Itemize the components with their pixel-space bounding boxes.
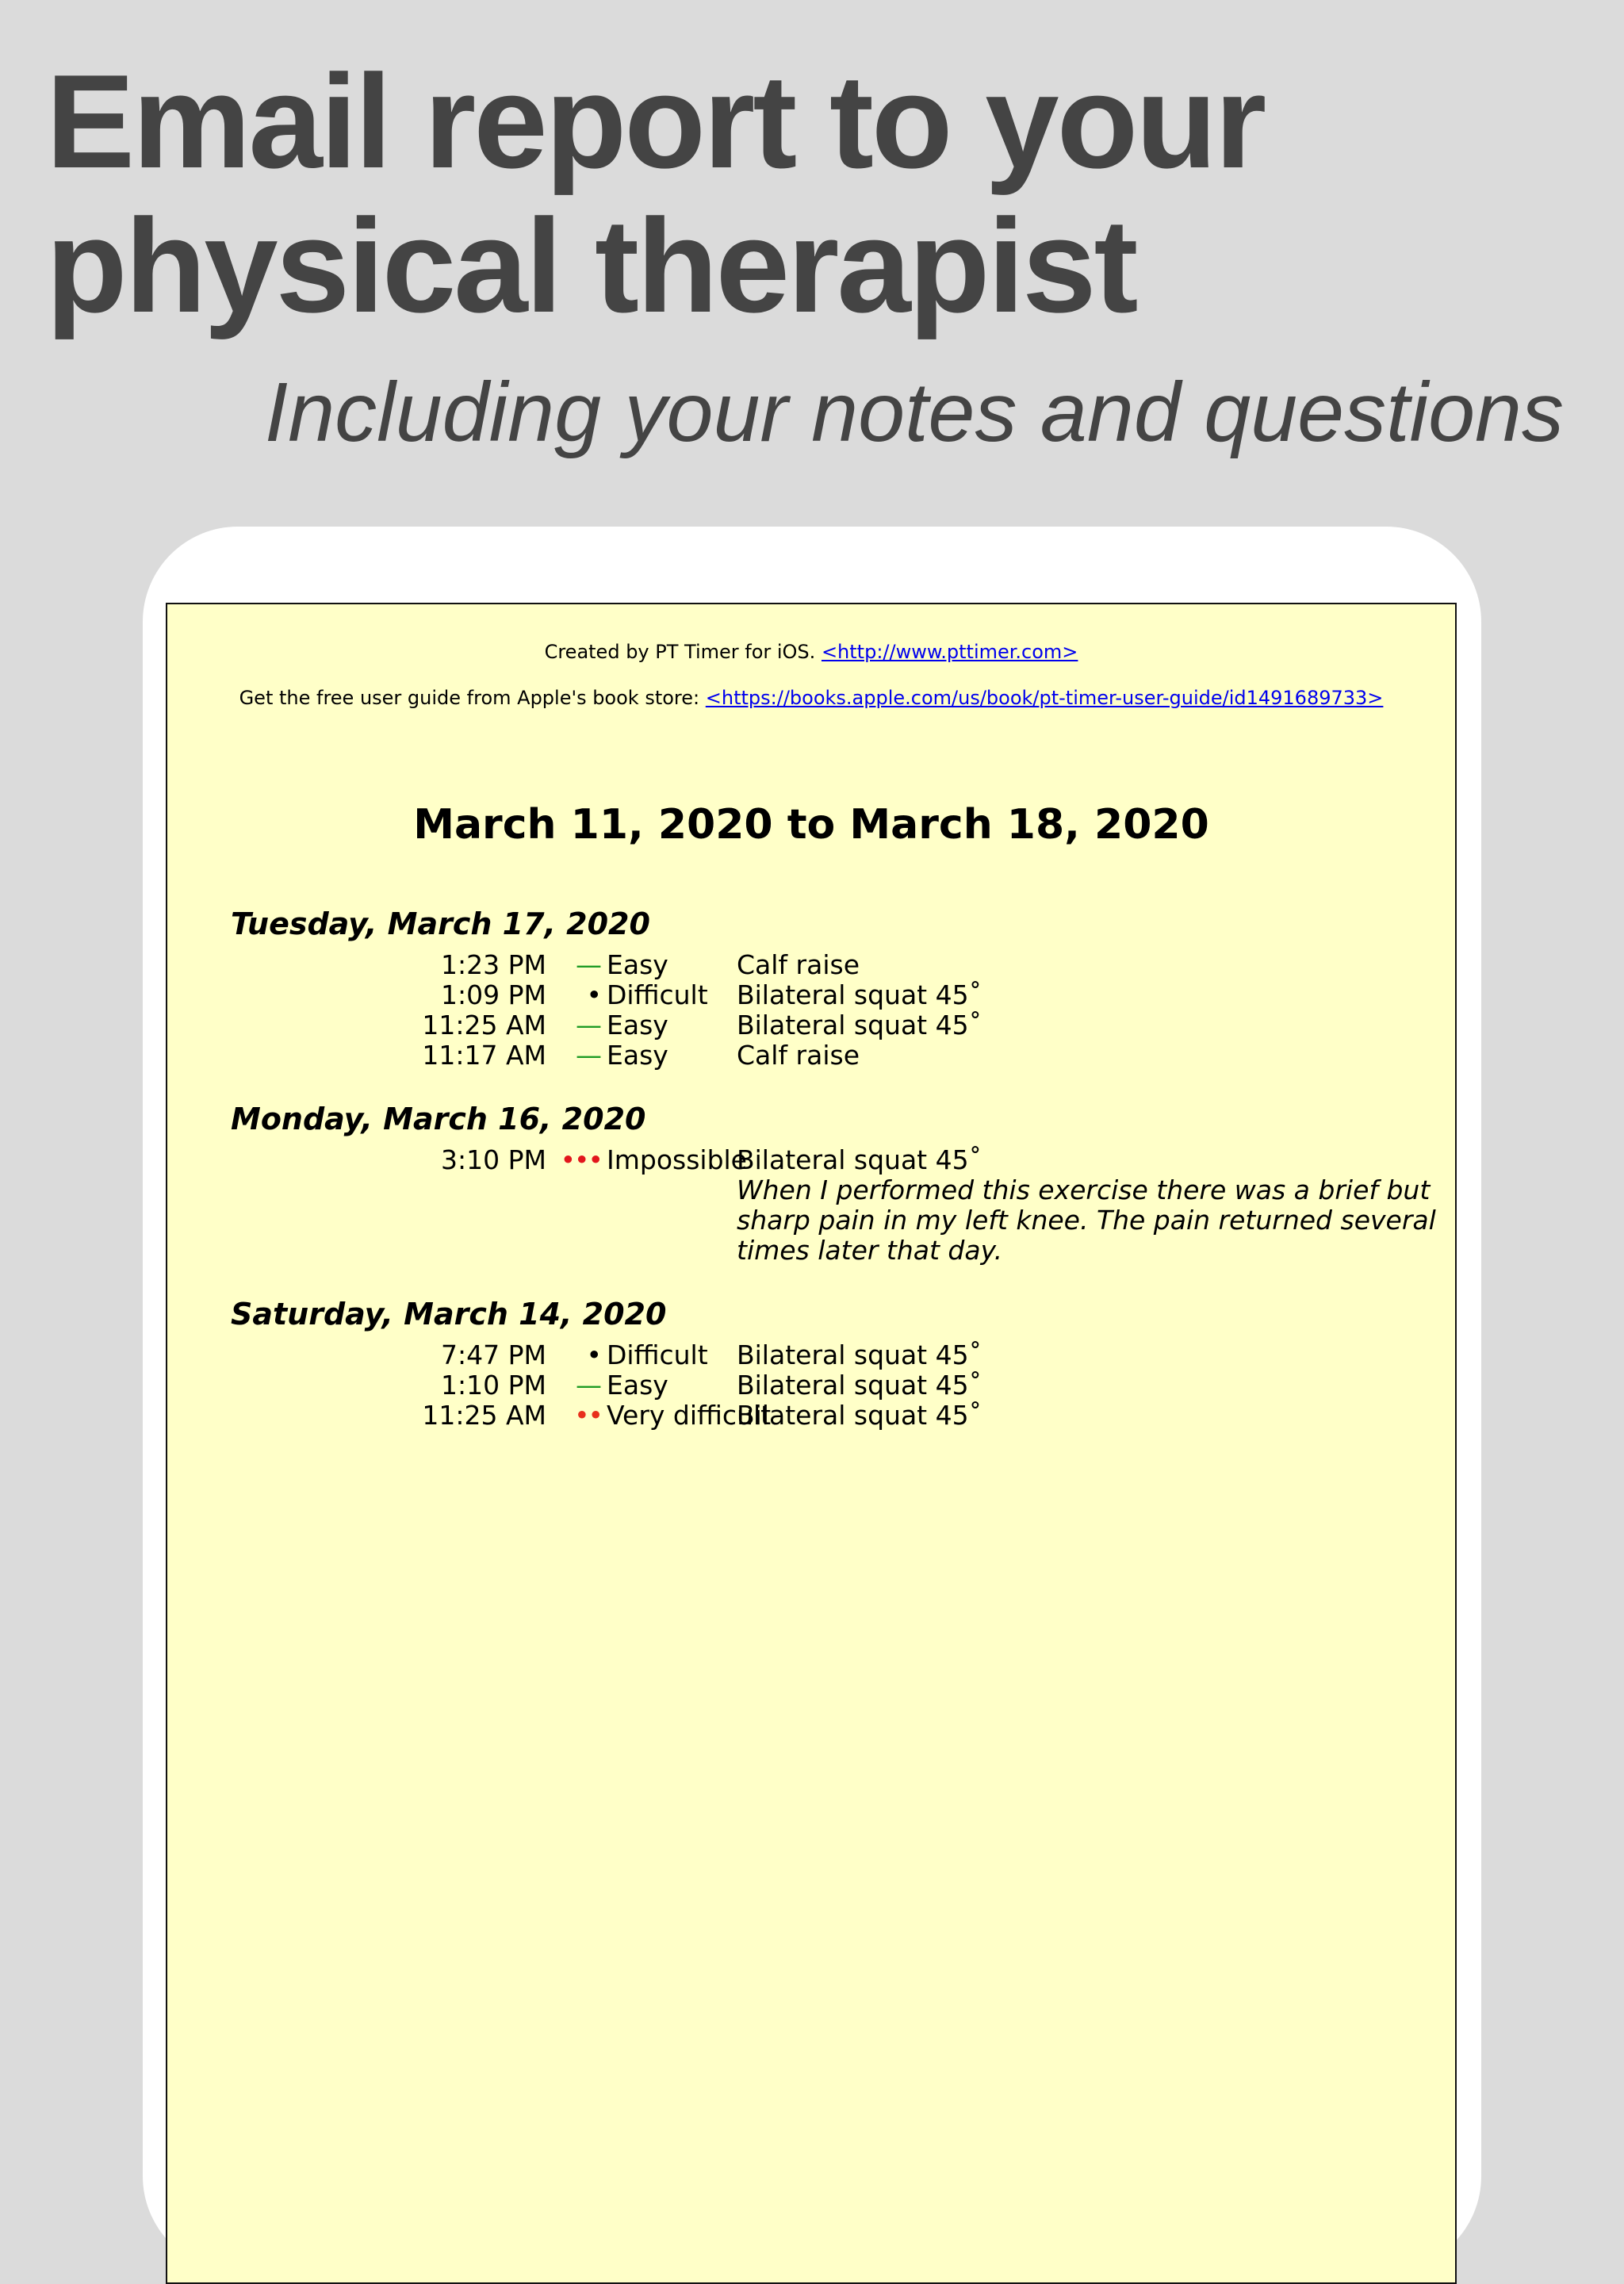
tablet-device-frame [143,527,1481,2271]
entry-rating [546,1400,772,1431]
entry-rating [546,1144,747,1175]
entry-time: 1:09 PM [441,979,546,1010]
difficulty-marker-icon: — [576,1010,602,1040]
report-date-range: March 11, 2020 to March 18, 2020 [413,801,1209,849]
exercise-log-entry [231,1401,1420,1431]
exercise-column [737,1370,1420,1401]
exercise-name: Bilateral squat 45˚ [737,1010,982,1040]
exercise-column [737,1040,1420,1071]
exercise-log-entry [231,1370,1420,1401]
report-day [231,1294,1420,1431]
pttimer-website-link[interactable]: <http://www.pttimer.com> [821,641,1078,663]
report-days [231,904,1436,1431]
entry-time: 11:25 AM [422,1010,546,1040]
difficulty-label: Very difficult [607,1400,772,1431]
day-heading: Tuesday, March 17, 2020 [231,906,650,941]
entry-time: 1:23 PM [441,949,546,980]
created-by-line [167,639,1455,665]
exercise-log-entry [231,950,1420,980]
entry-time: 7:47 PM [441,1339,546,1370]
user-guide-text: Get the free user guide from Apple's book store: [239,687,700,709]
entry-time: 3:10 PM [441,1144,546,1175]
exercise-column [737,980,1420,1010]
difficulty-label: Difficult [607,1339,708,1370]
subheadline: Including your notes and questions [264,366,1564,459]
exercise-log-entry [231,1040,1420,1071]
exercise-column [737,1340,1420,1370]
difficulty-marker-icon: — [576,1040,602,1071]
headline [46,49,1394,338]
entry-rating [546,980,737,1010]
difficulty-marker-icon: — [576,1370,602,1401]
exercise-name: Bilateral squat 45˚ [737,1144,982,1175]
exercise-log-entry [231,1340,1420,1370]
headline-line-1: Email report to your [46,47,1265,196]
difficulty-label: Difficult [607,979,708,1010]
entry-time: 11:17 AM [422,1040,546,1071]
difficulty-label: Easy [607,1040,668,1071]
difficulty-label: Impossible [607,1144,747,1175]
email-report [166,603,1457,2284]
user-guide-line [167,685,1455,711]
difficulty-marker-icon: ••• [560,1144,602,1175]
entry-rating [546,1040,737,1071]
entry-rating [546,1340,737,1370]
difficulty-marker-icon: • [586,979,602,1010]
difficulty-label: Easy [607,949,668,980]
entry-time: 11:25 AM [422,1400,546,1431]
headline-line-2: physical therapist [46,191,1136,340]
created-by-text: Created by PT Timer for iOS. [544,641,816,663]
exercise-log-entry [231,1144,1436,1266]
exercise-column [737,950,1420,980]
day-heading: Saturday, March 14, 2020 [231,1297,667,1332]
entry-rating [546,950,737,980]
difficulty-marker-icon: •• [574,1400,602,1431]
exercise-column [737,1401,1420,1431]
entry-time: 1:10 PM [441,1370,546,1401]
report-day [231,1099,1436,1266]
exercise-log-entry [231,980,1420,1010]
difficulty-label: Easy [607,1370,668,1401]
exercise-name: Bilateral squat 45˚ [737,1400,982,1431]
entry-rating [546,1010,737,1040]
exercise-column [737,1010,1420,1040]
exercise-name: Bilateral squat 45˚ [737,1370,982,1401]
exercise-log-entry [231,1010,1420,1040]
exercise-name: Calf raise [737,1040,860,1071]
patient-note: When I performed this exercise there was a brief but sharp pain in my left knee. The pain returned several times later that day. [737,1175,1436,1266]
exercise-name: Bilateral squat 45˚ [737,1339,982,1370]
day-heading: Monday, March 16, 2020 [231,1102,646,1136]
entry-rating [546,1370,737,1401]
exercise-name: Calf raise [737,949,860,980]
difficulty-label: Easy [607,1010,668,1040]
report-day [231,904,1420,1071]
exercise-column [737,1145,1482,1266]
exercise-name: Bilateral squat 45˚ [737,979,982,1010]
difficulty-marker-icon: — [576,949,602,980]
difficulty-marker-icon: • [586,1339,602,1370]
user-guide-link[interactable]: <https://books.apple.com/us/book/pt-timer-user-guide/id1491689733> [705,687,1384,709]
